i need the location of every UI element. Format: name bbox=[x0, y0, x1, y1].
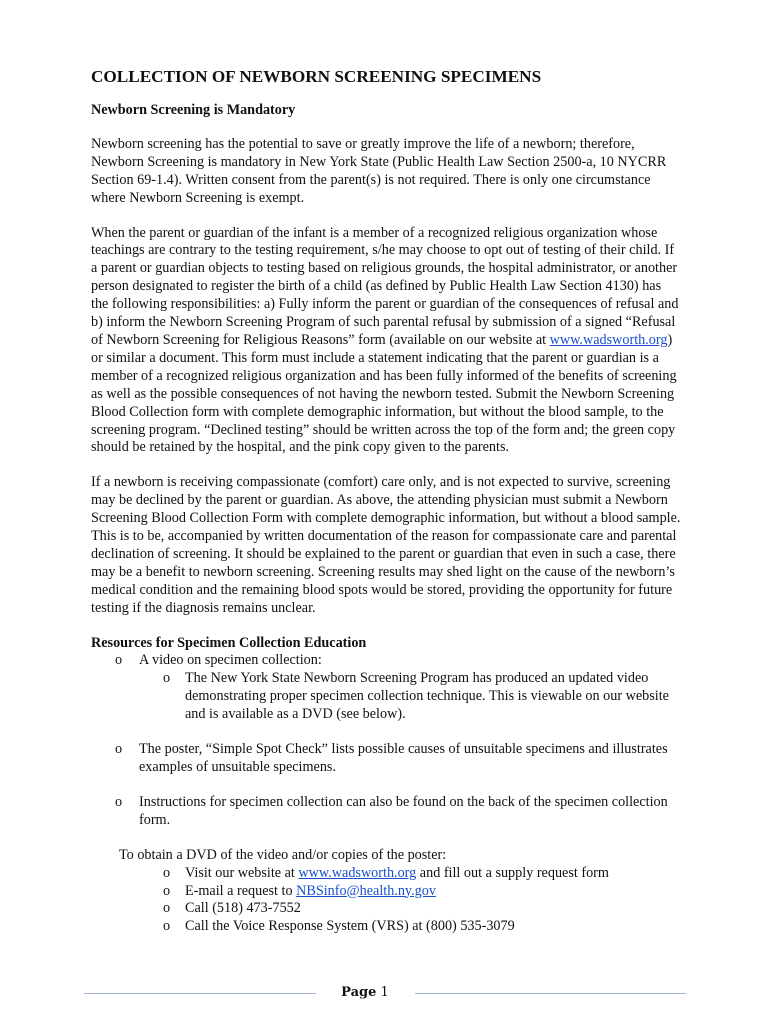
footer-rule-right bbox=[415, 993, 686, 994]
list-item-text: E-mail a request to bbox=[185, 882, 297, 899]
paragraph-compassionate-care: If a newborn is receiving compassionate (comfort) care only, and is not expected to survive, screening may be declined by the parent or guardian. As above, the attending physician must submit a Newborn Screening Blood Collection Form with complete demographic information, but without a blood sample. This is to be, accompanied by written documentation of the reason for compassionate care and parental declination of screening. It should be explained to the parent or guardian that even in such a case, there may be a benefit to newborn screening. Screening results may shed light on the cause of the newborn’s medical condition and the remaining blood spots would be stored, providing the opportunity for future testing if the diagnosis remains unclear. bbox=[91, 474, 681, 616]
subheading: Newborn Screening is Mandatory bbox=[91, 102, 296, 118]
bullet-marker: o bbox=[115, 793, 123, 810]
spacer bbox=[91, 724, 681, 741]
dvd-intro: To obtain a DVD of the video and/or copies of the poster: bbox=[119, 846, 447, 863]
list-item-text: Call the Voice Response System (VRS) at (800) 535-3079 bbox=[185, 918, 515, 935]
paragraph-religious-exemption bbox=[91, 225, 681, 458]
list-item-visit-website bbox=[91, 865, 681, 883]
list-item-vrs bbox=[91, 918, 681, 936]
list-item-email bbox=[91, 883, 681, 901]
list-item-text: The poster, “Simple Spot Check” lists possible causes of unsuitable specimens and illustrates examples of unsuitable specimens. bbox=[139, 741, 668, 775]
paragraph-text: When the parent or guardian of the infant is a member of a recognized religious organization whose teachings are contrary to the testing requirement, s/he may choose to opt out of testing of their child. If a parent or guardian objects to testing based on religious grounds, the hospital administrator, or another person designated to register the birth of a child (as defined by Public Health Law Section 4130) has the following responsibilities: a) Fully inform the parent or guardian of the consequences of refusal and b) inform the Newborn Screening Program of such parental refusal by submission of a signed “Refusal of Newborn Screening for Religious Reasons” form (available on our website at bbox=[91, 224, 679, 348]
spacer bbox=[91, 830, 681, 847]
wadsworth-link[interactable]: www.wadsworth.org bbox=[549, 331, 668, 348]
email-link[interactable]: NBSinfo@health.ny.gov bbox=[296, 882, 436, 899]
bullet-marker: o bbox=[163, 918, 171, 935]
bullet-marker: o bbox=[115, 741, 123, 758]
list-item-call bbox=[91, 900, 681, 918]
bullet-marker: o bbox=[163, 864, 171, 881]
spacer bbox=[91, 777, 681, 794]
bullet-marker: o bbox=[163, 882, 171, 899]
resources-heading: Resources for Specimen Collection Education bbox=[91, 634, 367, 651]
paragraph-text: ) or similar a document. This form must include a statement indicating that the parent or guardian is a member of a recognized religious organization and has been fully informed of the benefits of screening as well as the possible consequences of not having the newborn tested. Submit the Newborn Screening Blood Collection form with complete demographic information, but without the blood sample, to the screening program. “Declined testing” should be written across the top of the form and; the green copy should be retained by the hospital, and the pink copy given to the parents. bbox=[91, 331, 677, 456]
list-item-video bbox=[91, 652, 681, 670]
page-footer bbox=[84, 983, 686, 1003]
resources-list bbox=[91, 652, 681, 846]
page-label: Page bbox=[341, 985, 377, 1000]
list-item-instructions bbox=[91, 794, 681, 830]
list-item-poster bbox=[91, 741, 681, 777]
footer-rule-left bbox=[84, 993, 316, 994]
dvd-list bbox=[91, 865, 681, 937]
list-item-text: and fill out a supply request form bbox=[416, 864, 609, 881]
list-item-video-detail bbox=[91, 670, 681, 724]
wadsworth-link[interactable]: www.wadsworth.org bbox=[298, 864, 417, 881]
list-item-text: Call (518) 473-7552 bbox=[185, 900, 301, 917]
bullet-marker: o bbox=[163, 670, 171, 687]
list-item-text: Instructions for specimen collection can also be found on the back of the specimen collection form. bbox=[139, 793, 668, 828]
document-page bbox=[91, 66, 681, 936]
list-item-text: The New York State Newborn Screening Program has produced an updated video demonstrating proper specimen collection technique. This is viewable on our website and is available as a DVD (see below). bbox=[185, 670, 669, 723]
list-item-text: A video on specimen collection: bbox=[139, 652, 322, 669]
page-number-value: 1 bbox=[380, 985, 389, 1000]
bullet-marker: o bbox=[115, 652, 123, 669]
page-title: COLLECTION OF NEWBORN SCREENING SPECIMENS bbox=[91, 67, 542, 86]
paragraph-mandatory: Newborn screening has the potential to save or greatly improve the life of a newborn; therefore, Newborn Screening is mandatory in New York State (Public Health Law Section 2500-a, 10 NYCRR Section 69-1.4). Written consent from the parent(s) is not required. There is only one circumstance where Newborn Screening is exempt. bbox=[91, 135, 667, 206]
list-item-text: Visit our website at bbox=[185, 864, 299, 881]
bullet-marker: o bbox=[163, 900, 171, 917]
page-number bbox=[320, 985, 410, 1000]
